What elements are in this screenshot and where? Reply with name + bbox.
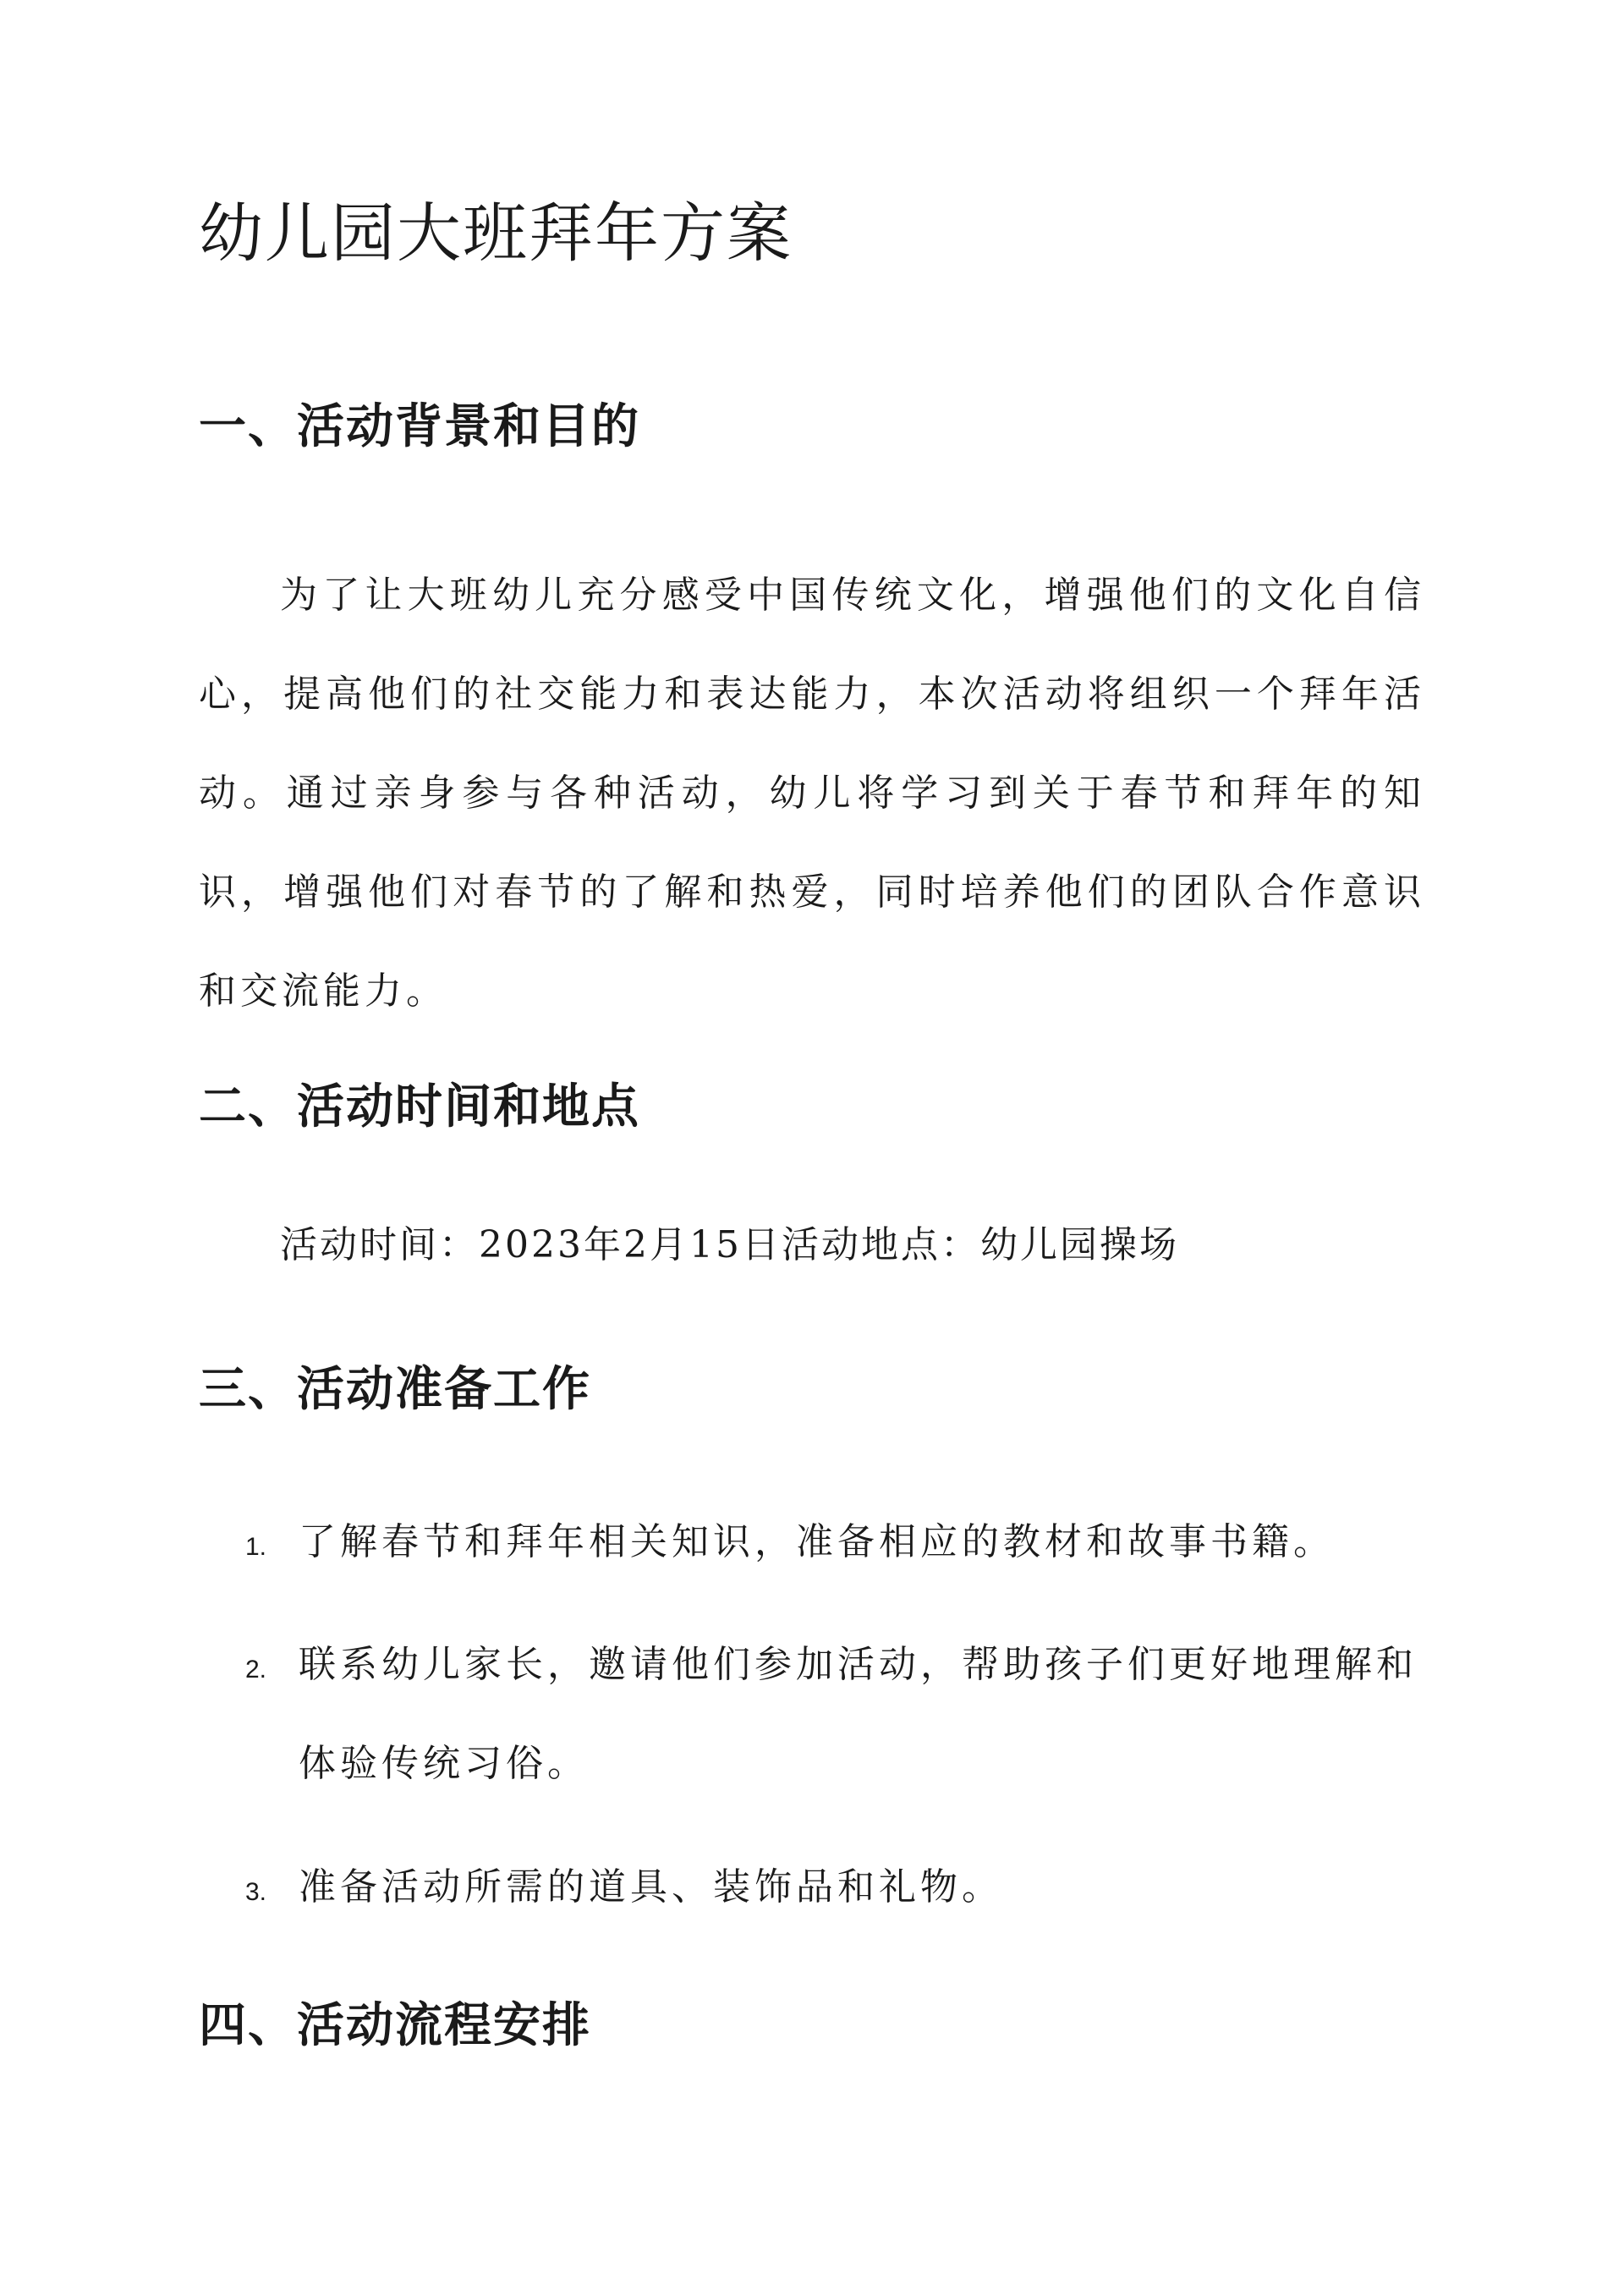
section-paragraph-time-place: 活动时间：2023年2月15日活动地点：幼儿园操场 bbox=[280, 1223, 1179, 1266]
list-item-text: 准备活动所需的道具、装饰品和礼物。 bbox=[299, 1865, 1003, 1909]
list-item-text: 联系幼儿家长，邀请他们参加活动，帮助孩子们更好地理解和体验传统习俗。 bbox=[299, 1643, 1418, 1785]
list-item-number: 3. bbox=[245, 1878, 267, 1906]
section-heading-preparation: 三、活动准备工作 bbox=[199, 1361, 591, 1417]
list-item-text: 了解春节和拜年相关知识，准备相应的教材和故事书籍。 bbox=[299, 1520, 1335, 1563]
section-heading-schedule: 四、活动流程安排 bbox=[199, 1997, 591, 2053]
document-title: 幼儿园大班拜年方案 bbox=[199, 195, 793, 271]
list-item-number: 2. bbox=[245, 1656, 267, 1684]
section-heading-background: 一、活动背景和目的 bbox=[199, 398, 640, 454]
section-heading-time-place: 二、活动时间和地点 bbox=[199, 1079, 640, 1134]
list-item-number: 1. bbox=[245, 1533, 267, 1561]
section-paragraph-background: 为了让大班幼儿充分感受中国传统文化，增强他们的文化自信心，提高他们的社交能力和表达能力，本次活动将组织一个拜年活动。通过亲身参与各种活动，幼儿将学习到关于春节和拜年的知识，增强他们对春节的了解和热爱，同时培养他们的团队合作意识和交流能力。 bbox=[199, 574, 1425, 1013]
